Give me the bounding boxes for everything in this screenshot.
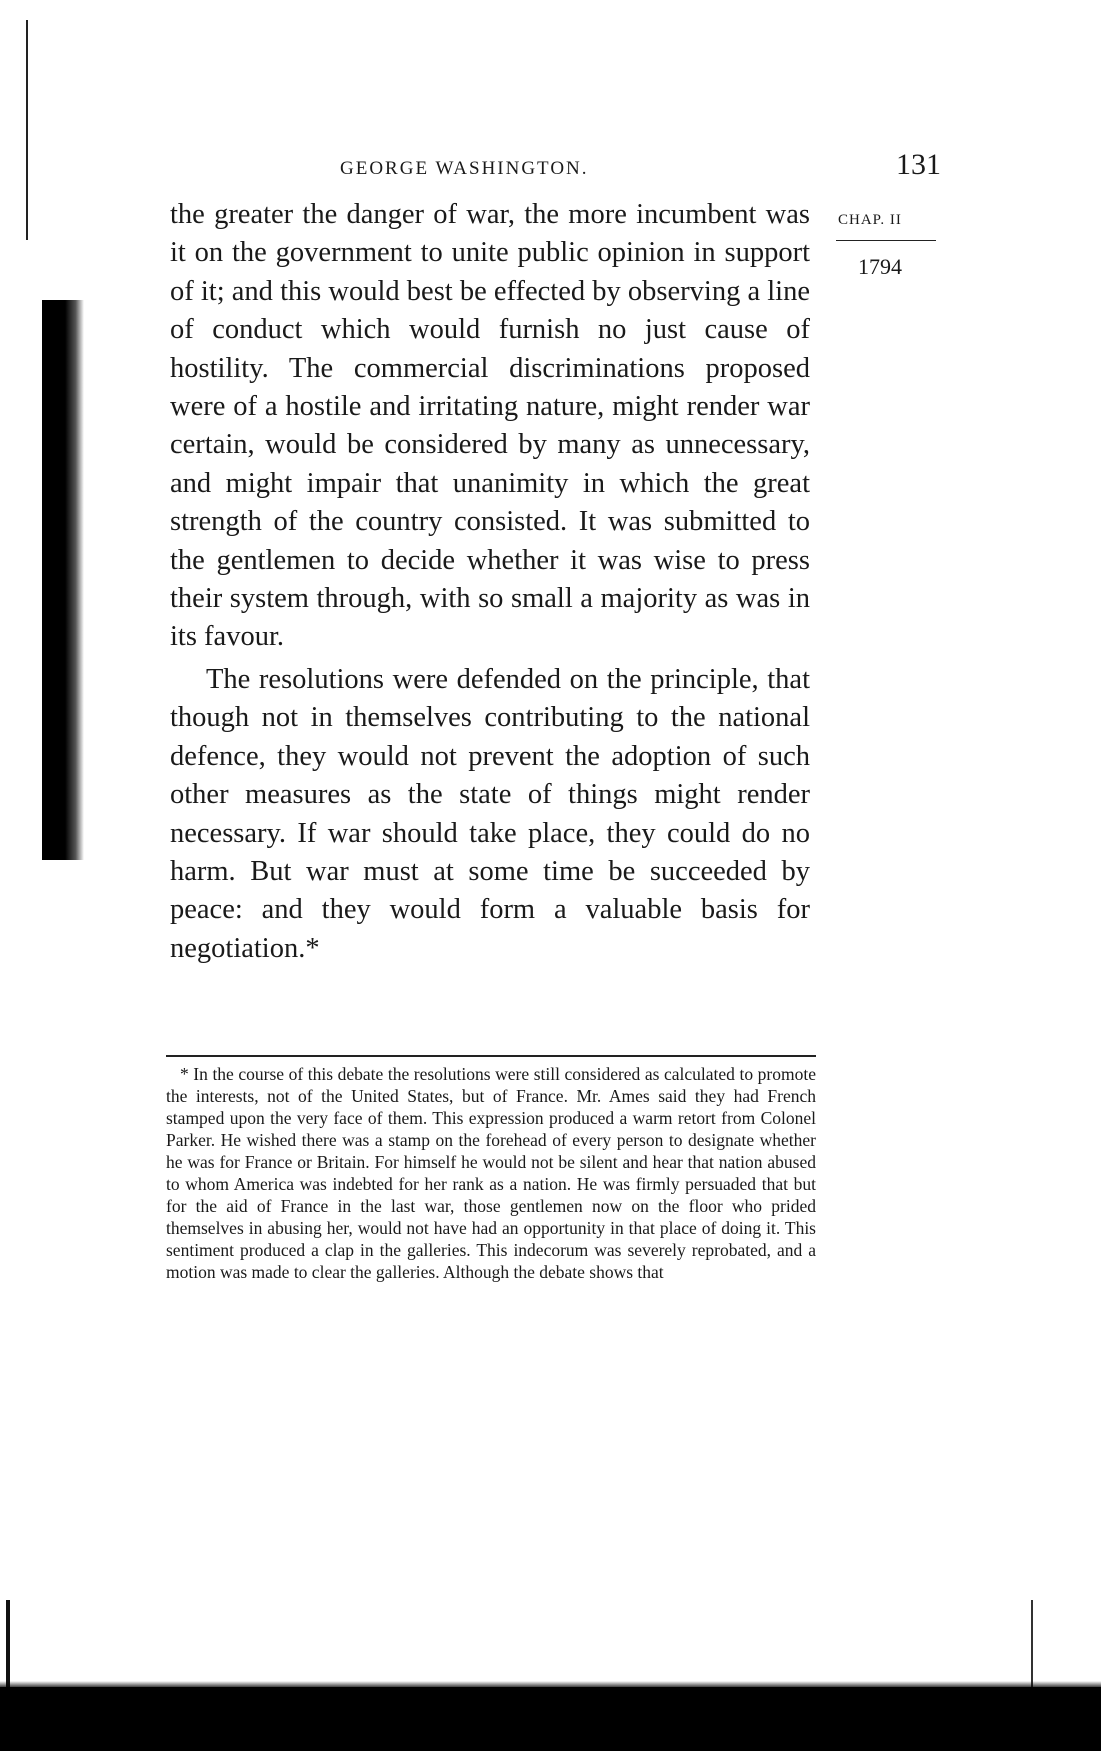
margin-rule (836, 240, 936, 241)
scan-artifact-line (26, 20, 28, 240)
footnote-rule (166, 1055, 816, 1057)
body-paragraph: The resolutions were defended on the principle, that though not in themselves contributing to the national defence, they would not prevent the adoption of such other measures as the state of things might render necessary. If war should take place, they could do no harm. But war must at some time be succeeded by peace: and they would form a valuable basis for negotiation.* (170, 663, 810, 964)
margin-chapter-label: CHAP. II (838, 212, 902, 228)
body-paragraph: the greater the danger of war, the more incumbent was it on the government to unite public opinion in support of it; and this would best be effected by observing a line of conduct which would furnish no just cause of hostility. The commercial discriminations proposed were of a hostile and irritating nature, might render war certain, would be considered by many as unnecessary, and might impair that unanimity in which the great strength of the country consisted. It was submitted to the gentlemen to decide whether it was wise to press their system through, with so small a majority as was in its favour. (170, 199, 810, 653)
footnote-text: * In the course of this debate the resolutions were still considered as calculated to promote the interests, not of the United States, but of France. Mr. Ames said they had French stamped upon the very face of them. This expression produced a warm retort from Colonel Parker. He wished there was a stamp on the forehead of every person to designate whether he was for France or Britain. For himself he would not be silent and hear that nation abused to whom America was indebted for her rank as a nation. He was firmly persuaded that but for the aid of France in the last war, those gentlemen now on the floor who prided themselves in abusing her, would not have had an opportunity in that place of doing it. This sentiment produced a clap in the galleries. This indecorum was severely reprobated, and a motion was made to clear the galleries. Although the debate shows that (166, 1064, 816, 1282)
scan-artifact-binding-shadow (42, 300, 84, 860)
page-number: 131 (896, 148, 941, 181)
body-text (170, 196, 810, 968)
running-title: GEORGE WASHINGTON. (340, 158, 589, 179)
margin-year: 1794 (858, 254, 902, 279)
footnote (166, 1063, 816, 1283)
scan-artifact-bottom-bar (0, 1687, 1101, 1751)
